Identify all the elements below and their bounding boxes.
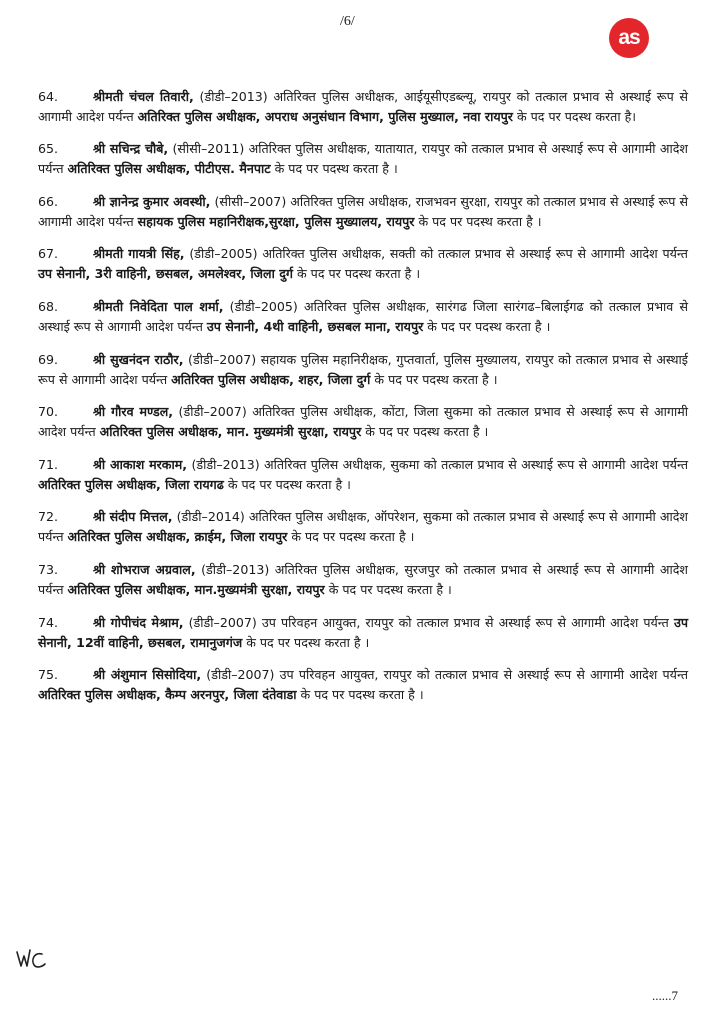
officer-name: श्री शोभराज अग्रवाल,: [93, 561, 196, 577]
order-text: (डीडी–2007) उप परिवहन आयुक्त, रायपुर को तत्काल प्रभाव से अस्थाई रूप से आगामी आदेश पर्यन्त: [201, 667, 689, 683]
order-end: के पद पर पदस्थ करता है ।: [293, 266, 421, 282]
order-number: 70.: [38, 404, 59, 420]
order-end: के पद पर पदस्थ करता है ।: [324, 581, 452, 597]
order-item: [38, 87, 688, 127]
order-end: के पद पर पदस्थ करता है ।: [270, 161, 398, 177]
order-number: 64.: [38, 88, 59, 104]
order-item: [38, 297, 688, 337]
order-text: (डीडी–2007) उप परिवहन आयुक्त, रायपुर को तत्काल प्रभाव से अस्थाई रूप से आगामी आदेश पर्यन्त: [183, 614, 674, 630]
order-text: (डीडी–2007) अतिरिक्त पुलिस अधीक्षक, कोंटा, जिला सुकमा को तत्काल प्रभाव से अस्थाई रूप से आगामी आदेश पर्यन्त: [38, 404, 688, 440]
posting: अतिरिक्त पुलिस अधीक्षक, पीटीएस. मैनपाट: [67, 161, 271, 177]
order-number: 73.: [38, 561, 59, 577]
order-number: 68.: [38, 298, 59, 314]
posting: अतिरिक्त पुलिस अधीक्षक, मान. मुख्यमंत्री सुरक्षा, रायपुर: [99, 424, 362, 440]
officer-name: श्री संदीप मित्तल,: [93, 509, 173, 525]
order-number: 72.: [38, 509, 59, 525]
order-item: [38, 350, 688, 390]
order-item: [38, 192, 688, 232]
officer-name: श्री आकाश मरकाम,: [93, 456, 188, 472]
officer-name: श्री गोपीचंद मेश्राम,: [93, 614, 184, 630]
order-text: (सीसी–2011) अतिरिक्त पुलिस अधीक्षक, यातायात, रायपुर को तत्काल प्रभाव से अस्थाई रूप से आगामी आदेश पर्यन्त: [38, 141, 688, 177]
orders-list: [38, 74, 688, 712]
order-end: के पद पर पदस्थ करता है ।: [414, 213, 542, 229]
logo: as: [609, 18, 649, 58]
officer-name: श्री सुखनंदन राठौर,: [93, 351, 184, 367]
posting: अतिरिक्त पुलिस अधीक्षक, कैम्प अरनपुर, जिला दंतेवाडा: [38, 687, 297, 703]
order-end: के पद पर पदस्थ करता है।: [512, 108, 637, 124]
order-end: के पद पर पदस्थ करता है ।: [423, 318, 551, 334]
posting: उप सेनानी, 3री वाहिनी, छसबल, अमलेश्वर, जिला दुर्ग: [38, 266, 293, 282]
posting: अतिरिक्त पुलिस अधीक्षक, अपराध अनुसंधान विभाग, पुलिस मुख्याल, नवा रायपुर: [137, 108, 513, 124]
order-item: [38, 560, 688, 600]
posting: अतिरिक्त पुलिस अधीक्षक, मान.मुख्यमंत्री सुरक्षा, रायपुर: [67, 581, 325, 597]
posting: उप सेनानी, 12वीं वाहिनी, छसबल, रामानुजगंज: [38, 614, 688, 650]
order-end: के पद पर पदस्थ करता है ।: [242, 634, 370, 650]
order-text: (डीडी–2013) अतिरिक्त पुलिस अधीक्षक, सुरजपुर को तत्काल प्रभाव से अस्थाई रूप से आगामी आदेश पर्यन्त: [38, 561, 688, 597]
order-item: [38, 507, 688, 547]
order-text: (डीडी–2005) अतिरिक्त पुलिस अधीक्षक, सारंगढ जिला सारंगढ–बिलाईगढ को तत्काल प्रभाव से अस्थाई रूप से आगामी आदेश पर्यन्त: [38, 298, 688, 334]
page-number: /6/: [340, 14, 355, 29]
posting: अतिरिक्त पुलिस अधीक्षक, जिला रायगढ: [38, 476, 224, 492]
order-number: 71.: [38, 456, 59, 472]
order-text: (डीडी–2013) अतिरिक्त पुलिस अधीक्षक, आईयूसीएडब्ल्यू, रायपुर को तत्काल प्रभाव से अस्थाई रूप से आगामी आदेश पर्यन्त: [38, 88, 688, 124]
officer-name: श्री ज्ञानेन्द्र कुमार अवस्थी,: [93, 193, 211, 209]
order-text: (डीडी–2005) अतिरिक्त पुलिस अधीक्षक, सक्ती को तत्काल प्रभाव से अस्थाई रूप से आगामी आदेश पर्यन्त: [184, 246, 688, 262]
posting: अतिरिक्त पुलिस अधीक्षक, क्राईम, जिला रायपुर: [67, 529, 288, 545]
officer-name: श्रीमती निवेदिता पाल शर्मा,: [93, 298, 224, 314]
posting: उप सेनानी, 4थी वाहिनी, छसबल माना, रायपुर: [206, 318, 424, 334]
order-number: 65.: [38, 141, 59, 157]
order-number: 66.: [38, 193, 59, 209]
order-end: के पद पर पदस्थ करता है ।: [287, 529, 415, 545]
order-number: 67.: [38, 246, 59, 262]
order-end: के पद पर पदस्थ करता है ।: [296, 687, 424, 703]
posting: सहायक पुलिस महानिरीक्षक,सुरक्षा, पुलिस मुख्यालय, रायपुर: [137, 213, 415, 229]
officer-name: श्रीमती चंचल तिवारी,: [93, 88, 194, 104]
order-text: (सीसी–2007) अतिरिक्त पुलिस अधीक्षक, राजभवन सुरक्षा, रायपुर को तत्काल प्रभाव से अस्थाई रूप से आगामी आदेश पर्यन्त: [38, 193, 688, 229]
officer-name: श्री अंशुमान सिसोदिया,: [93, 667, 202, 683]
officer-name: श्री गौरव मण्डल,: [93, 404, 174, 420]
order-number: 74.: [38, 614, 59, 630]
order-number: 75.: [38, 667, 59, 683]
order-item: [38, 402, 688, 442]
order-item: [38, 613, 688, 653]
order-text: (डीडी–2013) अतिरिक्त पुलिस अधीक्षक, सुकमा को तत्काल प्रभाव से अस्थाई रूप से आगामी आदेश पर्यन्त: [187, 456, 688, 472]
initials-signature: [14, 944, 48, 972]
order-item: [38, 244, 688, 284]
order-end: के पद पर पदस्थ करता है ।: [370, 371, 498, 387]
officer-name: श्रीमती गायत्री सिंह,: [93, 246, 185, 262]
order-text: (डीडी–2014) अतिरिक्त पुलिस अधीक्षक, ऑपरेशन, सुकमा को तत्काल प्रभाव से अस्थाई रूप से आगामी आदेश पर्यन्त: [38, 509, 688, 545]
posting: अतिरिक्त पुलिस अधीक्षक, शहर, जिला दुर्ग: [171, 371, 371, 387]
order-item: [38, 665, 688, 705]
officer-name: श्री सचिन्द्र चौबे,: [93, 141, 169, 157]
next-page-indicator: ......7: [652, 988, 678, 1003]
order-text: (डीडी–2007) सहायक पुलिस महानिरीक्षक, गुप्तवार्ता, पुलिस मुख्यालय, रायपुर को तत्काल प्रभाव से अस्थाई रूप से आगामी आदेश पर्यन्त: [38, 351, 688, 387]
order-item: [38, 455, 688, 495]
order-end: के पद पर पदस्थ करता है ।: [223, 476, 351, 492]
order-item: [38, 139, 688, 179]
order-end: के पद पर पदस्थ करता है ।: [361, 424, 489, 440]
order-number: 69.: [38, 351, 59, 367]
